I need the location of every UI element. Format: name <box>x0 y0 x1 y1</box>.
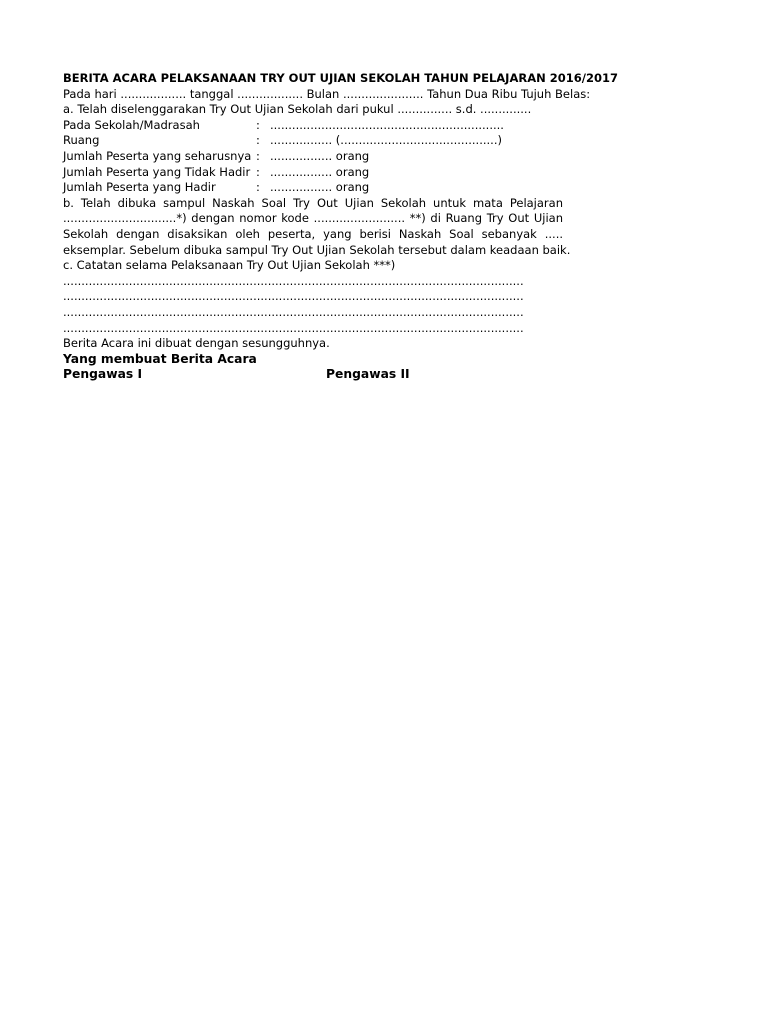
item-b-line: ...............................*) dengan nomor kode ......................... **) di Ruang Try Out Ujian <box>63 211 563 226</box>
dotted-line: .............................................................................................................................. <box>63 273 524 288</box>
field-row <box>63 133 563 149</box>
document-title: BERITA ACARA PELAKSANAAN TRY OUT UJIAN SEKOLAH TAHUN PELAJARAN 2016/2017 <box>63 71 618 85</box>
field-value: ................................................................ <box>270 117 504 132</box>
field-colon: : <box>256 164 260 179</box>
field-value: ................. (...........................................) <box>270 133 502 148</box>
dotted-line: .............................................................................................................................. <box>63 289 524 304</box>
signer-right: Pengawas II <box>326 367 410 382</box>
field-row <box>63 118 563 134</box>
field-label: Ruang <box>63 133 100 148</box>
item-b-line: Sekolah dengan disaksikan oleh peserta, yang berisi Naskah Soal sebanyak ..... <box>63 226 563 241</box>
dotted-line: .............................................................................................................................. <box>63 320 524 335</box>
field-row <box>63 180 563 196</box>
document-body <box>63 71 618 383</box>
closing-statement: Berita Acara ini dibuat dengan sesungguhnya. <box>63 336 330 351</box>
field-value: ................. orang <box>270 164 370 179</box>
field-row <box>63 149 563 165</box>
field-label: Jumlah Peserta yang Tidak Hadir <box>63 164 251 179</box>
field-colon: : <box>256 117 260 132</box>
field-colon: : <box>256 133 260 148</box>
field-label: Jumlah Peserta yang seharusnya <box>63 148 252 163</box>
dotted-line: .............................................................................................................................. <box>63 304 524 319</box>
field-value: ................. orang <box>270 148 370 163</box>
field-colon: : <box>256 180 260 195</box>
date-line: Pada hari .................. tanggal .................. Bulan ...................... Tahun Dua Ribu Tujuh Belas: <box>63 86 591 101</box>
item-b-line: b. Telah dibuka sampul Naskah Soal Try Out Ujian Sekolah untuk mata Pelajaran <box>63 195 563 210</box>
made-by-heading: Yang membuat Berita Acara <box>63 351 257 366</box>
field-row <box>63 165 563 181</box>
field-colon: : <box>256 148 260 163</box>
signature-row <box>63 367 563 383</box>
field-label: Pada Sekolah/Madrasah <box>63 117 200 132</box>
item-c: c. Catatan selama Pelaksanaan Try Out Ujian Sekolah ***) <box>63 258 396 273</box>
item-a: a. Telah diselenggarakan Try Out Ujian Sekolah dari pukul ............... s.d. .............. <box>63 102 532 117</box>
field-label: Jumlah Peserta yang Hadir <box>63 180 216 195</box>
item-b-line: eksemplar. Sebelum dibuka sampul Try Out Ujian Sekolah tersebut dalam keadaan baik. <box>63 242 571 257</box>
signer-left: Pengawas I <box>63 367 143 382</box>
field-value: ................. orang <box>270 180 370 195</box>
